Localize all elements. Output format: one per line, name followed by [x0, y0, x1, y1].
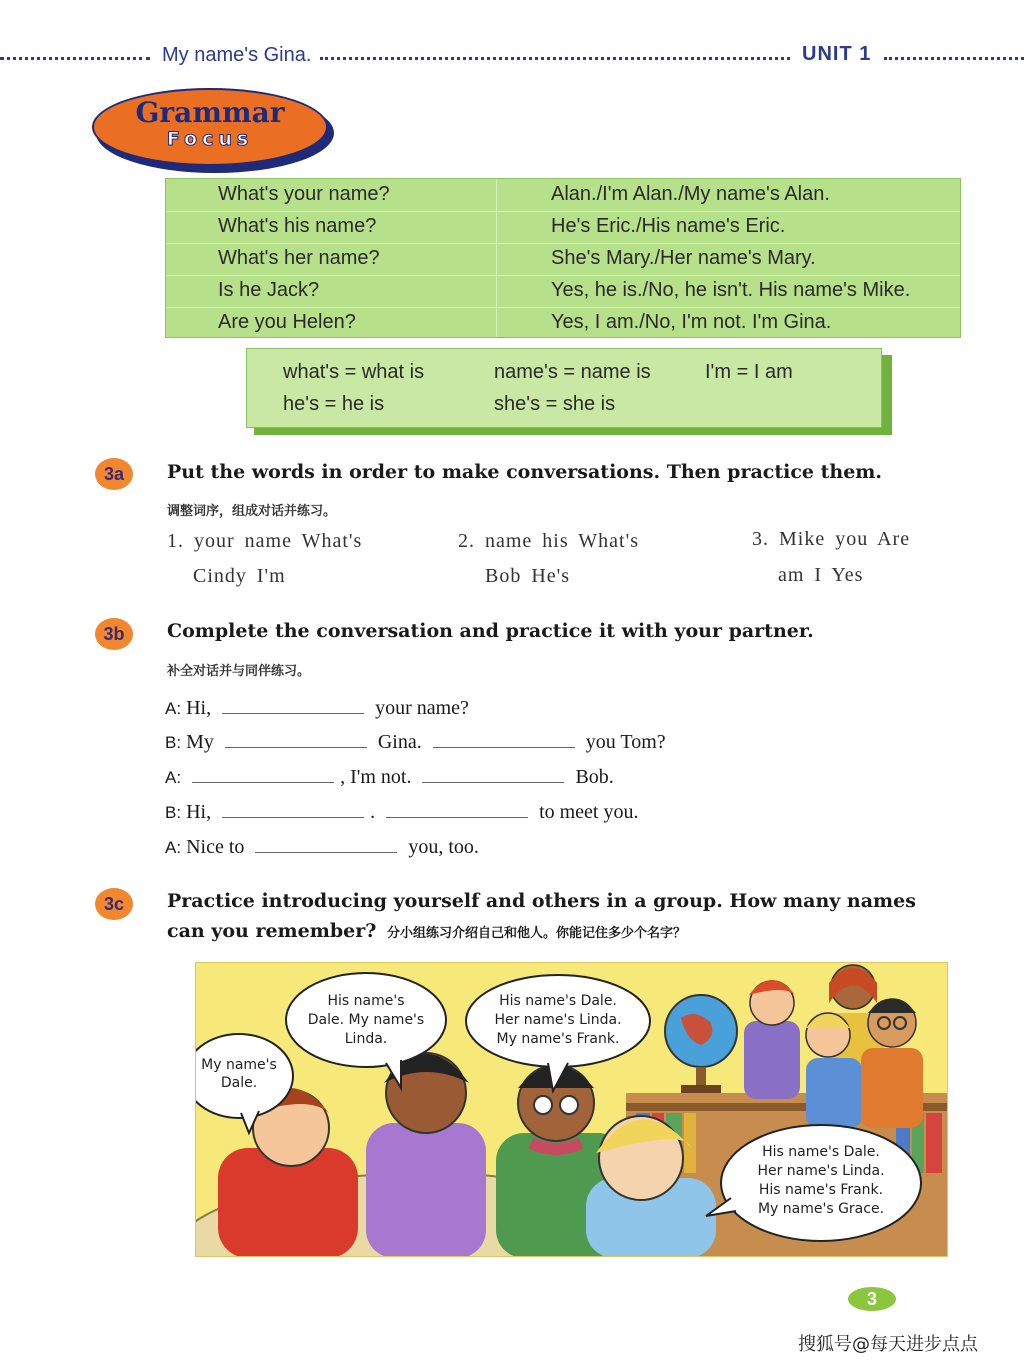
contraction: name's = name is: [494, 361, 651, 383]
speaker: B:: [165, 733, 182, 752]
line-text: , I'm not.: [340, 766, 412, 788]
grammar-question: What's his name?: [218, 215, 377, 237]
bubble-grace-line1: His name's Dale.: [762, 1144, 880, 1160]
speech-bubble-frank: [466, 975, 650, 1091]
conversation-line-1: [165, 697, 469, 720]
exercise-3a-item3-line2: am I Yes: [778, 564, 864, 586]
line-text: you, too.: [408, 836, 479, 858]
section-3c-instruction-line1: Practice introducing yourself and others in a group. How many names: [167, 890, 916, 912]
bubble-dale-line2: Dale.: [220, 1075, 258, 1091]
grammar-question: What's your name?: [218, 183, 390, 205]
bubble-linda-line3: Linda.: [344, 1031, 388, 1047]
bubble-grace-line2: Her name's Linda.: [757, 1163, 885, 1179]
header-title: My name's Gina.: [158, 44, 315, 67]
contractions-box: [246, 348, 882, 428]
section-3c-chinese: 分小组练习介绍自己和他人。你能记住多少个名字？: [387, 926, 687, 941]
contraction: she's = she is: [494, 393, 616, 415]
answer-blank[interactable]: [433, 731, 575, 748]
contraction: he's = he is: [283, 393, 385, 415]
exercise-3a-item2-line1: 2. name his What's: [458, 530, 639, 552]
girl-linda: [366, 1053, 486, 1257]
answer-blank[interactable]: [222, 801, 364, 818]
grammar-focus-line1: Grammar: [135, 96, 285, 129]
header-dots-middle: [320, 57, 790, 60]
line-text: Gina.: [377, 731, 422, 753]
section-3a-instruction: Put the words in order to make conversations. Then practice them.: [167, 461, 883, 483]
bubble-dale-line1: My name's: [201, 1057, 277, 1073]
section-3b-instruction: Complete the conversation and practice it with your partner.: [167, 620, 814, 642]
contraction: what's = what is: [283, 361, 425, 383]
section-3b-chinese: 补全对话并与同伴练习。: [167, 664, 311, 679]
page-number: 3: [848, 1287, 896, 1311]
exercise-3a-item1-line2: Cindy I'm: [193, 565, 286, 587]
contraction: I'm = I am: [705, 361, 793, 383]
grammar-row: [166, 243, 960, 276]
speaker: A:: [165, 768, 182, 787]
bubble-linda-line2: Dale. My name's: [307, 1012, 425, 1028]
exercise-3a-item2-line2: Bob He's: [485, 565, 571, 587]
bubble-grace-line4: My name's Grace.: [757, 1201, 885, 1217]
grammar-question: What's her name?: [218, 247, 380, 269]
grammar-table: [165, 178, 961, 338]
grammar-row: [166, 307, 960, 339]
grammar-answer: Yes, he is./No, he isn't. His name's Mike.: [551, 279, 911, 301]
line-text: .: [370, 801, 376, 823]
grammar-row: [166, 179, 960, 212]
bubble-frank-line2: Her name's Linda.: [494, 1012, 622, 1028]
bubble-grace-line3: His name's Frank.: [758, 1182, 884, 1198]
speaker: A:: [165, 699, 182, 718]
section-3a-badge: 3a: [95, 458, 133, 490]
section-3a-chinese: 调整词序，组成对话并练习。: [167, 504, 337, 519]
speaker: A:: [165, 838, 182, 857]
exercise-3a-item1-line1: 1. your name What's: [167, 530, 363, 552]
answer-blank[interactable]: [255, 836, 397, 853]
header-unit: UNIT 1: [796, 43, 877, 66]
girl-red-hair: [744, 980, 800, 1099]
grammar-answer: He's Eric./His name's Eric.: [551, 215, 786, 237]
classroom-illustration: [195, 962, 948, 1257]
grammar-answer: Alan./I'm Alan./My name's Alan.: [551, 183, 830, 205]
grammar-question: Is he Jack?: [218, 279, 320, 301]
answer-blank[interactable]: [192, 766, 334, 783]
conversation-line-2: [165, 731, 666, 754]
bubble-frank-line3: My name's Frank.: [496, 1031, 620, 1047]
grammar-focus-line2: Focus: [166, 128, 254, 150]
conversation-line-4: [165, 801, 639, 824]
line-text: Nice to: [186, 836, 245, 858]
answer-blank[interactable]: [422, 766, 564, 783]
boy-glasses-right: [861, 999, 923, 1128]
bubble-linda-line1: His name's: [327, 993, 405, 1009]
line-text: My: [186, 731, 214, 753]
grammar-answer: She's Mary./Her name's Mary.: [551, 247, 816, 269]
grammar-row: [166, 275, 960, 308]
answer-blank[interactable]: [386, 801, 528, 818]
section-3c-badge: 3c: [95, 888, 133, 920]
answer-blank[interactable]: [225, 731, 367, 748]
line-text: your name?: [375, 697, 469, 719]
header-dots-right: [884, 57, 1024, 60]
speaker: B:: [165, 803, 182, 822]
line-text: Hi,: [186, 801, 212, 823]
line-text: you Tom?: [585, 731, 666, 753]
line-text: to meet you.: [539, 801, 639, 823]
line-text: Hi,: [186, 697, 212, 719]
bubble-frank-line1: His name's Dale.: [499, 993, 617, 1009]
conversation-line-5: [165, 836, 479, 859]
grammar-answer: Yes, I am./No, I'm not. I'm Gina.: [551, 311, 832, 333]
classroom-scene: [196, 963, 948, 1257]
section-3c-instruction-line2-text: can you remember?: [167, 920, 377, 942]
globe: [665, 995, 737, 1093]
answer-blank[interactable]: [222, 697, 364, 714]
grammar-focus-badge: [92, 88, 328, 166]
line-text: Bob.: [575, 766, 614, 788]
grammar-question: Are you Helen?: [218, 311, 356, 333]
section-3b-badge: 3b: [95, 618, 133, 650]
watermark: 搜狐号@每天进步点点: [798, 1334, 978, 1355]
section-3c-instruction-line2: [167, 920, 686, 942]
conversation-line-3: [165, 766, 614, 789]
header-dots-left: [0, 57, 150, 60]
grammar-row: [166, 211, 960, 244]
exercise-3a-item3-line1: 3. Mike you Are: [752, 528, 911, 550]
